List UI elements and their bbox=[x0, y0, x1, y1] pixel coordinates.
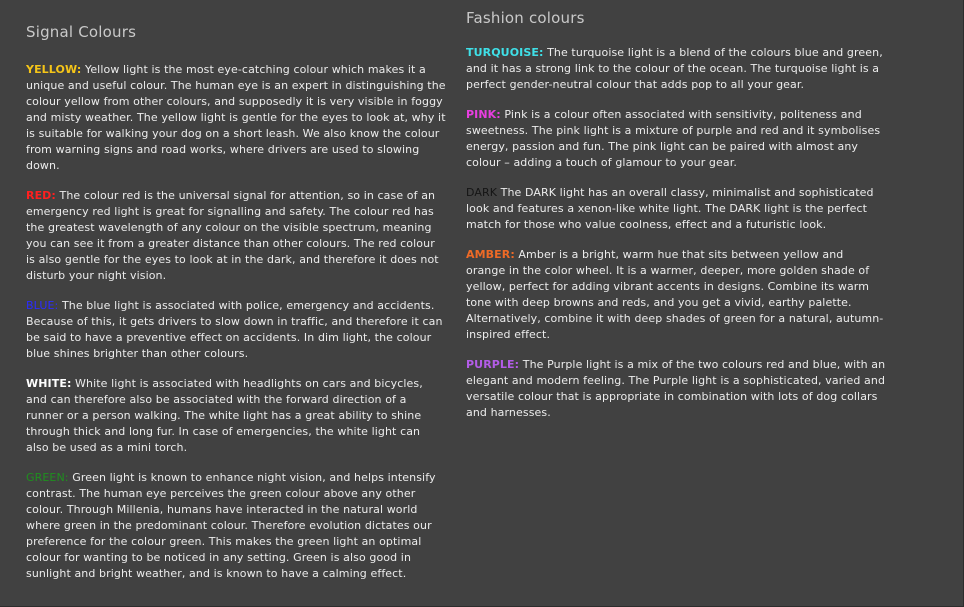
red-label: RED: bbox=[26, 189, 56, 202]
white-entry bbox=[26, 376, 446, 456]
green-entry bbox=[26, 470, 446, 582]
green-description: Green light is known to enhance night vision, and helps intensify contrast. The human eye perceives the green colour above any other colour. Through Millenia, humans have interacted in the natural world where green in the predominant colour. Therefore evolution dictates our preference for the colour green. This makes the green light an optimal colour for wanting to be noticed in any setting. Green is also good in sunlight and bright weather, and is known to have a calming effect. bbox=[26, 471, 436, 580]
blue-entry bbox=[26, 298, 446, 362]
turquoise-description: The turquoise light is a blend of the colours blue and green, and it has a strong link to the colour of the ocean. The turquoise light is a perfect gender-neutral colour that adds pop to all your gear. bbox=[466, 46, 883, 91]
purple-description: The Purple light is a mix of the two colours red and blue, with an elegant and modern feeling. The Purple light is a sophisticated, varied and versatile colour that is appropriate in combination with lots of dog collars and harnesses. bbox=[466, 358, 886, 419]
pink-description: Pink is a colour often associated with sensitivity, politeness and sweetness. The pink light is a mixture of purple and red and it symbolises energy, passion and fun. The pink light can be paired with almost any colour – adding a touch of glamour to your gear. bbox=[466, 108, 881, 169]
purple-label: PURPLE: bbox=[466, 358, 520, 371]
yellow-entry bbox=[26, 62, 446, 174]
purple-entry bbox=[466, 357, 886, 421]
pink-label: PINK: bbox=[466, 108, 501, 121]
yellow-description: Yellow light is the most eye-catching colour which makes it a unique and useful colour. The human eye is an expert in distinguishing the colour yellow from other colours, and supposedly it is very visible in foggy and misty weather. The yellow light is gentle for the eyes to look at, why it is suitable for walking your dog on a short leash. We also know the colour from warning signs and road works, where drivers are used to slowing down. bbox=[26, 63, 446, 172]
fashion-colours-heading: Fashion colours bbox=[466, 9, 585, 27]
green-label: GREEN: bbox=[26, 471, 69, 484]
dark-description: The DARK light has an overall classy, minimalist and sophisticated look and features a xenon-like white light. The DARK light is the perfect match for those who value coolness, effect and a futuristic look. bbox=[466, 186, 874, 231]
dark-label: DARK bbox=[466, 186, 498, 199]
blue-description: The blue light is associated with police, emergency and accidents. Because of this, it gets drivers to slow down in traffic, and therefore it can be said to have a preventive effect on accidents. In dim light, the colour blue shines brighter than other colours. bbox=[26, 299, 443, 360]
amber-label: AMBER: bbox=[466, 248, 515, 261]
fashion-colours-column bbox=[466, 0, 886, 435]
signal-colours-column bbox=[26, 0, 446, 596]
red-entry bbox=[26, 188, 446, 284]
signal-colours-heading: Signal Colours bbox=[26, 23, 137, 41]
blue-label: BLUE: bbox=[26, 299, 59, 312]
pink-entry bbox=[466, 107, 886, 171]
turquoise-label: TURQUOISE: bbox=[466, 46, 544, 59]
red-description: The colour red is the universal signal for attention, so in case of an emergency red light is great for signalling and safety. The colour red has the greatest wavelength of any colour on the visible spectrum, meaning you can see it from a greater distance than other colours. The red colour is also gentle for the eyes to look at in the dark, and therefore it does not disturb your night vision. bbox=[26, 189, 439, 282]
dark-entry bbox=[466, 185, 886, 233]
yellow-label: YELLOW: bbox=[26, 63, 82, 76]
turquoise-entry bbox=[466, 45, 886, 93]
amber-entry bbox=[466, 247, 886, 343]
white-label: WHITE: bbox=[26, 377, 72, 390]
white-description: White light is associated with headlights on cars and bicycles, and can therefore also be associated with the forward direction of a runner or a person walking. The white light has a great ability to shine through thick and long fur. In case of emergencies, the white light can also be used as a mini torch. bbox=[26, 377, 423, 454]
amber-description: Amber is a bright, warm hue that sits between yellow and orange in the color wheel. It is a warmer, deeper, more golden shade of yellow, perfect for adding vibrant accents in designs. Combine its warm tone with deep browns and reds, and you get a vivid, earthy palette. Alternatively, combine it with deep shades of green for a natural, autumn-inspired effect. bbox=[466, 248, 884, 341]
